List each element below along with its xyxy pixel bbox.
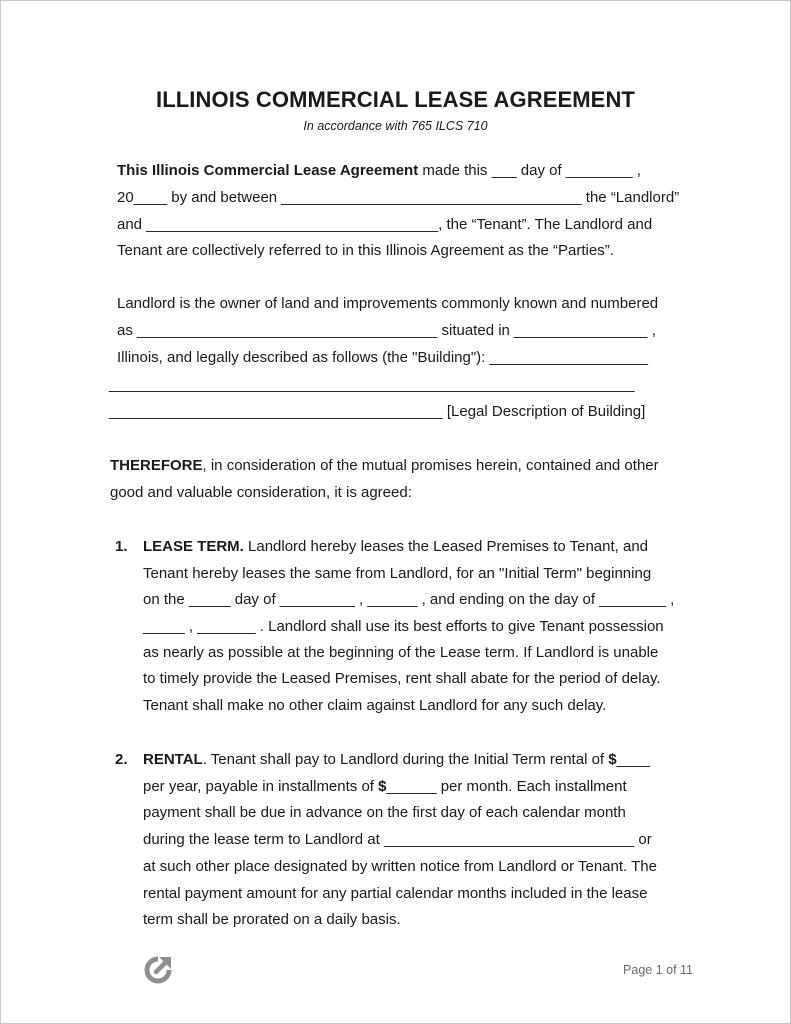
intro-bold: This Illinois Commercial Lease Agreement [117,162,419,179]
therefore-rest: , in consideration of the mutual promises herein, contained and other [202,457,659,474]
section-2-line-3: payment shall be due in advance on the first day of each calendar month [143,804,626,821]
document-subtitle: In accordance with 765 ILCS 710 [303,119,488,133]
section-1-line-1-rest: Landlord hereby leases the Leased Premises to Tenant, and [243,538,649,555]
section-1-line-2: Tenant hereby leases the same from Landlord, for an "Initial Term" beginning [143,565,652,582]
building-line-4: _______________________________________________________________ [109,376,635,393]
therefore-line-1 [110,457,659,475]
section-1-line-6: to timely provide the Leased Premises, rent shall abate for the period of delay. [143,670,661,687]
intro-line-4: Tenant are collectively referred to in this Illinois Agreement as the “Parties”. [117,242,614,259]
section-1-line-4: _____ , _______ . Landlord shall use its best efforts to give Tenant possession [143,618,664,635]
building-line-3: Illinois, and legally described as follows (the "Building"): ___________________ [117,349,649,366]
document-title: ILLINOIS COMMERCIAL LEASE AGREEMENT [156,87,635,112]
intro-line-3: and ___________________________________, the “Tenant”. The Landlord and [117,216,653,233]
building-line-2: as ____________________________________ situated in ________________ , [117,322,656,339]
section-1-line-7: Tenant shall make no other claim against Landlord for any such delay. [143,697,607,714]
section-2-line-5: at such other place designated by written notice from Landlord or Tenant. The [143,858,657,875]
section-1-number: 1. [115,538,128,555]
section-2-line-4: during the lease term to Landlord at ______________________________ or [143,831,652,848]
section-2-dollar-1: $ [608,751,617,768]
therefore-bold: THEREFORE [110,457,203,474]
section-1-heading: LEASE TERM. [143,538,244,555]
page-number: Page 1 of 11 [623,963,693,977]
section-2-line-1-text: . Tenant shall pay to Landlord during the Initial Term rental of [202,751,609,768]
intro-line-1 [117,162,641,180]
refresh-arrow-logo-icon [142,954,174,986]
section-2-line-2 [143,778,627,796]
therefore-line-2: good and valuable consideration, it is agreed: [110,484,412,501]
building-line-1: Landlord is the owner of land and improvements commonly known and numbered [117,295,659,312]
section-2-line-2-rest: ______ per month. Each installment [386,778,627,795]
section-2-number: 2. [115,751,128,768]
section-2-line-1 [143,751,650,769]
section-2-heading: RENTAL [143,751,203,768]
section-2-line-7: term shall be prorated on a daily basis. [143,911,401,928]
section-1-line-5: as nearly as possible at the beginning of the Lease term. If Landlord is unable [143,644,659,661]
section-1-line-3: on the _____ day of _________ , ______ , and ending on the day of ________ , [143,591,675,608]
section-1-line-1 [143,538,648,556]
section-2-line-6: rental payment amount for any partial calendar months included in the lease [143,885,648,902]
section-2-line-1-blank: ____ [616,751,650,768]
intro-rest: made this ___ day of ________ , [418,162,641,179]
section-2-line-2-text: per year, payable in installments of [143,778,379,795]
intro-line-2: 20____ by and between ____________________________________ the “Landlord” [117,189,680,206]
section-2-dollar-2: $ [378,778,387,795]
building-line-5: ________________________________________ [Legal Description of Building] [109,403,646,420]
